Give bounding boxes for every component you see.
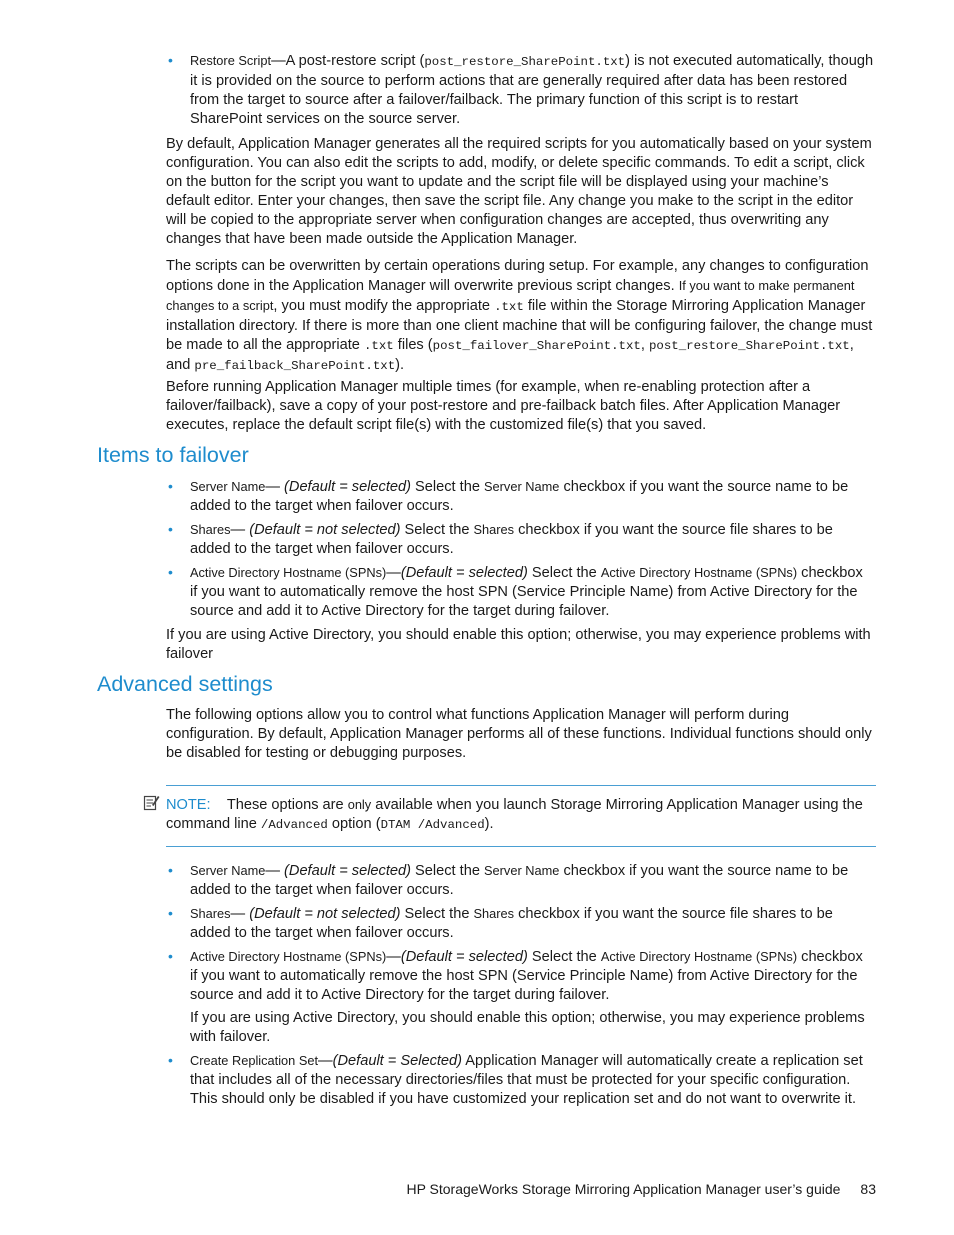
bullet-label: Active Directory Hostname (SPNs) bbox=[190, 565, 387, 580]
list-item bbox=[166, 904, 874, 943]
bullet-label: Active Directory Hostname (SPNs) bbox=[190, 949, 387, 964]
default-value: (Default = selected) bbox=[400, 565, 528, 581]
ui-reference: Server Name bbox=[484, 863, 560, 878]
list-item bbox=[166, 1051, 874, 1109]
text-run: ). bbox=[484, 816, 494, 832]
note-bottom-rule bbox=[166, 846, 876, 847]
text-run: Select the bbox=[400, 522, 474, 538]
code-text: .txt bbox=[363, 339, 394, 353]
bullet-dash: — bbox=[318, 1053, 333, 1069]
list-item bbox=[166, 861, 874, 900]
footer-title: HP StorageWorks Storage Mirroring Application Manager user’s guide bbox=[406, 1181, 841, 1197]
bullet-label: Server Name bbox=[190, 863, 266, 878]
text-run: file within the Storage Mirroring Application Manager installation directory. If there is more than one client machine that will be configuring failover, the change must be made to all the appropriate bbox=[166, 298, 873, 353]
default-value: (Default = selected) bbox=[284, 479, 411, 495]
code-text: /Advanced bbox=[260, 818, 328, 832]
text-run: checkbox if you want to automatically remove the host SPN (Service Principle Name) from Active Directory for the source and add it to Active Directory for the target during failover. bbox=[190, 949, 863, 1003]
bullet-label: Create Replication Set bbox=[190, 1053, 319, 1068]
page-footer bbox=[360, 1180, 876, 1199]
advanced-settings-list bbox=[166, 861, 874, 1109]
bullet-dash: — bbox=[386, 949, 401, 965]
items-to-failover-list bbox=[166, 477, 874, 621]
bullet-label: Restore Script bbox=[190, 53, 272, 68]
ui-reference: Active Directory Hostname (SPNs) bbox=[600, 949, 798, 964]
bullet-dash: — bbox=[230, 906, 250, 922]
text-run: checkbox if you want to automatically remove the host SPN (Service Principle Name) from Active Directory for the source and add it to Active Directory for the target during failover. bbox=[190, 565, 863, 619]
text-run: , you must modify the appropriate bbox=[273, 298, 495, 314]
text-run: checkbox if you want the source file shares to be added to the target when failover occurs. bbox=[190, 522, 833, 557]
ui-reference: Shares bbox=[473, 522, 515, 537]
default-value: (Default = not selected) bbox=[249, 522, 401, 538]
bullet-subparagraph: If you are using Active Directory, you should enable this option; otherwise, you may experience problems with failover. bbox=[190, 1010, 865, 1045]
list-item bbox=[166, 563, 874, 621]
filename: post_restore_SharePoint.txt bbox=[424, 55, 626, 69]
bullet-icon: • bbox=[168, 862, 173, 878]
note-label: NOTE: bbox=[166, 797, 211, 813]
default-value: (Default = Selected) bbox=[332, 1053, 463, 1069]
section-heading-items-to-failover: Items to failover bbox=[97, 443, 249, 467]
bullet-text: ) is not executed automatically, though it is provided on the source to perform actions that are generally required after data has been restored from the target to source after a failover/failback. The primary function of this script is to restart SharePoint services on the source server. bbox=[190, 53, 874, 127]
bullet-icon: • bbox=[168, 948, 173, 964]
text-run: ). bbox=[395, 357, 405, 373]
text-run: Select the bbox=[400, 906, 474, 922]
ui-reference: Shares bbox=[473, 906, 515, 921]
text-run: option ( bbox=[327, 816, 381, 832]
text-run: checkbox if you want the source name to be added to the target when failover occurs. bbox=[190, 479, 849, 514]
default-value: (Default = selected) bbox=[400, 949, 528, 965]
bullet-icon: • bbox=[168, 564, 173, 580]
bullet-label: Shares bbox=[190, 522, 231, 537]
text-run: files ( bbox=[393, 337, 433, 353]
list-item bbox=[166, 947, 874, 1047]
bullet-dash: —A post-restore script ( bbox=[271, 53, 425, 69]
note-text bbox=[166, 795, 874, 835]
text-run: checkbox if you want the source file shares to be added to the target when failover occurs. bbox=[190, 906, 833, 941]
text-run: Select the bbox=[411, 479, 485, 495]
text-run: Select the bbox=[411, 863, 485, 879]
restore-script-bullet-block bbox=[166, 51, 874, 133]
restore-script-list bbox=[166, 51, 874, 129]
bullet-icon: • bbox=[168, 905, 173, 921]
list-item bbox=[166, 477, 874, 516]
ui-reference: Active Directory Hostname (SPNs) bbox=[600, 565, 798, 580]
text-run: available when you launch Storage Mirroring Application Manager using the command line bbox=[166, 797, 863, 832]
note-icon bbox=[143, 794, 160, 811]
text-run: checkbox if you want the source name to be added to the target when failover occurs. bbox=[190, 863, 849, 898]
bullet-icon: • bbox=[168, 52, 173, 68]
text-run: The scripts can be overwritten by certain operations during setup. For example, any changes to configuration options done in the Application Manager will overwrite previous script changes. bbox=[166, 258, 869, 294]
bullet-label: Server Name bbox=[190, 479, 266, 494]
paragraph-default-scripts: By default, Application Manager generates all the required scripts for you automatically based on your system configuration. You can also edit the scripts to add, modify, or delete specific commands. To edit a script, click on the button for the script you want to update and the script file will be displayed using your machine’s default editor. Enter your changes, then save the script file. Any change you make to the script in the editor will be copied to the appropriate server when configuration changes are accepted, thus overwriting any changes that have been made outside the Application Manager. bbox=[166, 136, 872, 247]
text-run: These options are bbox=[226, 797, 348, 813]
text-run: Select the bbox=[527, 565, 601, 581]
text-run: Select the bbox=[527, 949, 601, 965]
bullet-icon: • bbox=[168, 478, 173, 494]
bullet-dash: — bbox=[265, 479, 285, 495]
emphasis-text: If you want to make permanent changes to a script bbox=[166, 278, 855, 313]
filename: pre_failback_SharePoint.txt bbox=[194, 359, 396, 373]
default-value: (Default = selected) bbox=[284, 863, 411, 879]
paragraph-running-multiple-times: Before running Application Manager multiple times (for example, when re-enabling protection after a failover/failback), save a copy of your post-restore and pre-failback batch files. After Application Manager executes, replace the default script file(s) with the customized file(s) that you saved. bbox=[166, 379, 841, 433]
page-number: 83 bbox=[860, 1181, 876, 1197]
note-top-rule bbox=[166, 785, 876, 786]
ui-reference: Server Name bbox=[484, 479, 560, 494]
bullet-icon: • bbox=[168, 1052, 173, 1068]
filename: post_restore_SharePoint.txt bbox=[648, 339, 850, 353]
default-value: (Default = not selected) bbox=[249, 906, 401, 922]
code-text: .txt bbox=[494, 300, 524, 314]
paragraph-advanced-intro: The following options allow you to control what functions Application Manager will perform during configuration. By default, Application Manager performs all of these functions. Individual functions should only be disabled for testing or debugging purposes. bbox=[166, 707, 872, 761]
bullet-dash: — bbox=[265, 863, 285, 879]
text-run: Application Manager will automatically create a replication set that includes all of the necessary directories/files that must be protected for your specific configuration. This should only be disabled if you have customized your replication set and do not want to overwrite it. bbox=[190, 1053, 863, 1107]
items-to-failover-list-block bbox=[166, 477, 874, 625]
code-text: DTAM /Advanced bbox=[380, 818, 485, 832]
paragraph-active-directory-note: If you are using Active Directory, you should enable this option; otherwise, you may experience problems with failover bbox=[166, 627, 871, 662]
text-run: , bbox=[640, 337, 649, 353]
advanced-settings-list-block bbox=[166, 861, 874, 1113]
paragraph-overwrite-scripts bbox=[166, 257, 874, 376]
emphasis-text: only bbox=[347, 797, 372, 812]
filename: post_failover_SharePoint.txt bbox=[432, 339, 641, 353]
list-item bbox=[166, 520, 874, 559]
bullet-label: Shares bbox=[190, 906, 231, 921]
bullet-dash: — bbox=[386, 565, 401, 581]
bullet-icon: • bbox=[168, 521, 173, 537]
section-heading-advanced-settings: Advanced settings bbox=[97, 672, 273, 696]
text-run: , and bbox=[166, 337, 854, 373]
bullet-dash: — bbox=[230, 522, 250, 538]
list-item bbox=[166, 51, 874, 129]
